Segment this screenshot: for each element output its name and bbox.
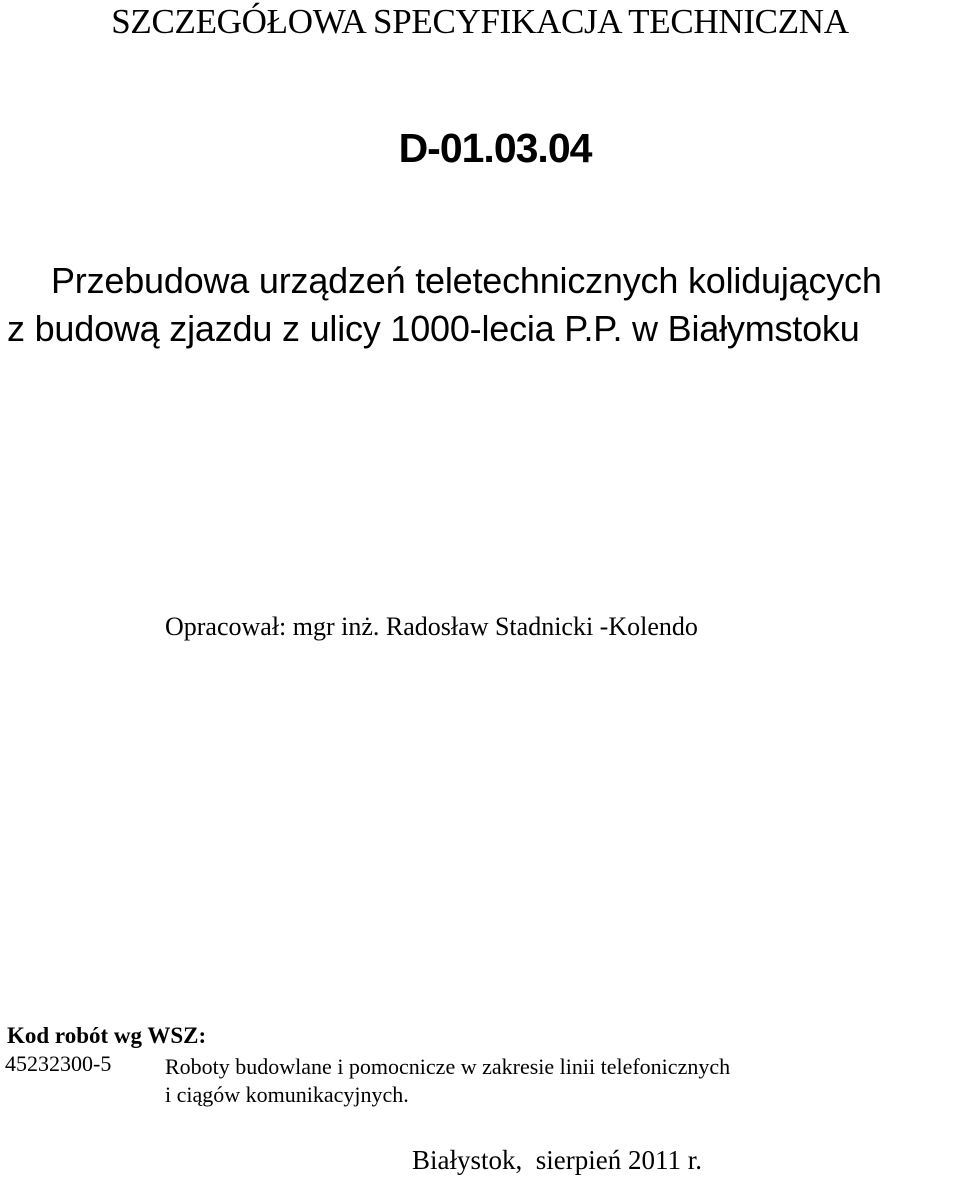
wsz-description-line-1: Roboty budowlane i pomocnicze w zakresie linii telefonicznych <box>165 1054 731 1079</box>
place-and-date: Białystok, sierpień 2011 r. <box>412 1145 702 1175</box>
wsz-code: 45232300-5 <box>5 1051 112 1076</box>
wsz-description-line-2: i ciągów komunikacyjnych. <box>165 1082 409 1107</box>
project-title-line-1: Przebudowa urządzeń teletechnicznych kolidujących <box>51 260 882 301</box>
author-line: Opracował: mgr inż. Radosław Stadnicki -Kolendo <box>165 612 698 641</box>
project-title-line-2: z budową zjazdu z ulicy 1000-lecia P.P. w Białymstoku <box>7 308 860 349</box>
specification-code: D-01.03.04 <box>398 125 592 171</box>
wsz-description <box>165 1053 730 1109</box>
document-title: SZCZEGÓŁOWA SPECYFIKACJA TECHNICZNA <box>111 2 849 41</box>
wsz-heading: Kod robót wg WSZ: <box>7 1023 207 1048</box>
